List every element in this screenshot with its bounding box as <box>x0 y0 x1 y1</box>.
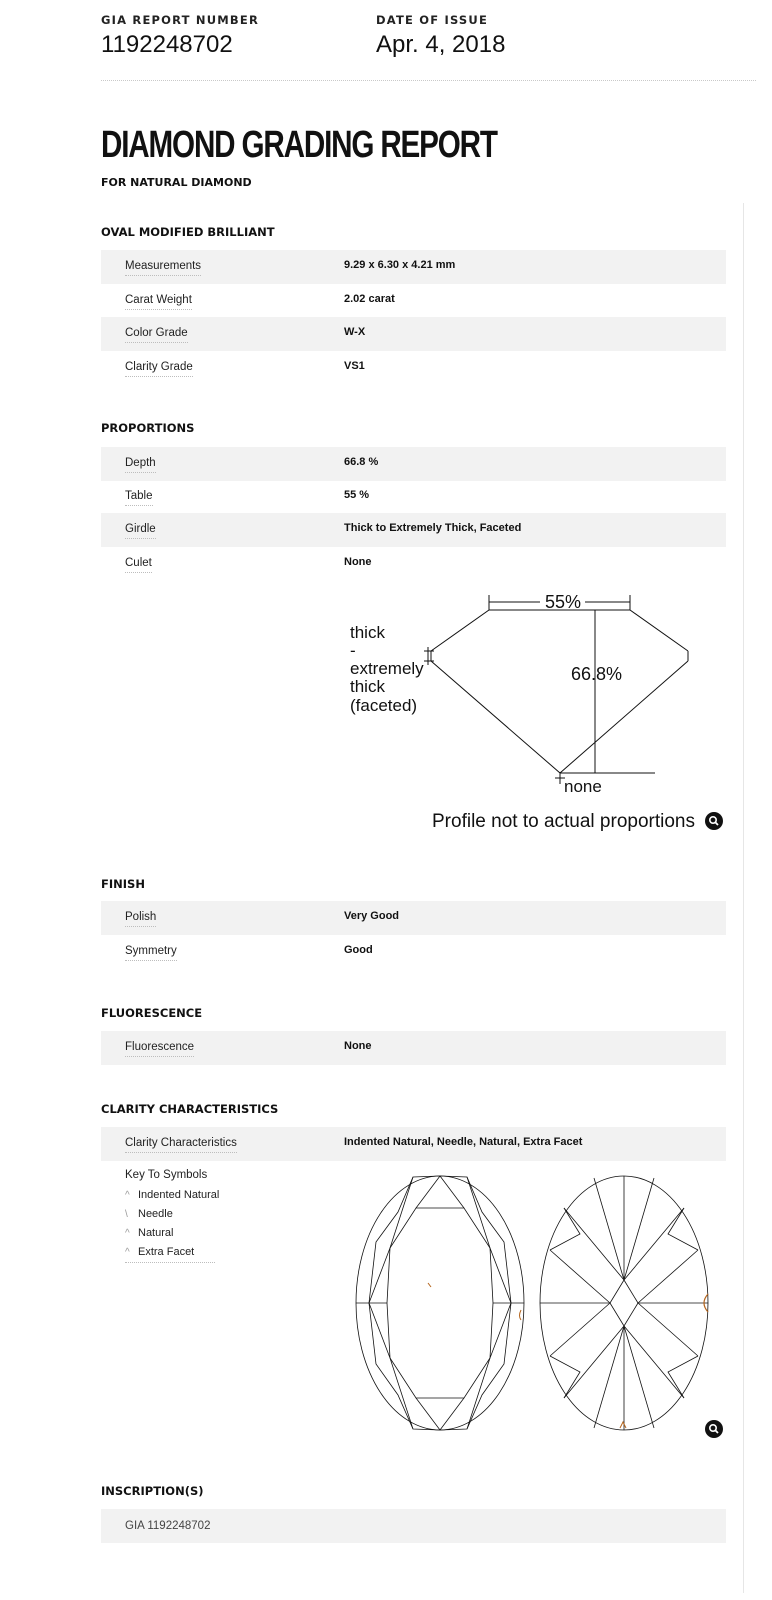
inscription-title: INSCRIPTION(S) <box>101 1484 204 1498</box>
table-percent-text: 55% <box>545 592 582 612</box>
polish-row <box>101 901 726 935</box>
symmetry-label[interactable]: Symmetry <box>125 945 177 961</box>
culet-value: None <box>344 556 372 568</box>
measurements-value: 9.29 x 6.30 x 4.21 mm <box>344 259 456 271</box>
needle-marker <box>428 1283 431 1287</box>
carat-weight-value: 2.02 carat <box>344 293 395 305</box>
report-number-label: GIA REPORT NUMBER <box>101 13 260 27</box>
key-item: ^ Natural <box>125 1227 174 1239</box>
culet-text: none <box>564 777 602 796</box>
clarity-grade-row <box>101 351 726 385</box>
fluorescence-value: None <box>344 1040 372 1052</box>
girdle-value: Thick to Extremely Thick, Faceted <box>344 522 522 534</box>
depth-value: 66.8 % <box>344 456 379 468</box>
zoom-icon[interactable] <box>705 812 723 830</box>
fluorescence-row <box>101 1031 726 1065</box>
proportions-diagram <box>340 585 700 805</box>
symmetry-row <box>101 935 726 969</box>
proportions-title: PROPORTIONS <box>101 421 195 435</box>
report-subtitle: FOR NATURAL DIAMOND <box>101 176 252 189</box>
table-value: 55 % <box>344 489 370 501</box>
indented-natural-symbol-icon: ^ <box>125 1190 130 1201</box>
color-grade-row <box>101 317 726 351</box>
report-title: DIAMOND GRADING REPORT <box>101 124 497 166</box>
fluorescence-label[interactable]: Fluorescence <box>125 1041 194 1057</box>
key-item: \ Needle <box>125 1208 173 1220</box>
measurements-label[interactable]: Measurements <box>125 260 201 276</box>
culet-label[interactable]: Culet <box>125 557 152 573</box>
fluorescence-title: FLUORESCENCE <box>101 1006 203 1020</box>
clarity-characteristics-row <box>101 1127 726 1161</box>
date-label: DATE OF ISSUE <box>376 13 489 27</box>
key-item: ^ Extra Facet <box>125 1246 195 1258</box>
symmetry-value: Good <box>344 944 373 956</box>
girdle-label[interactable]: Girdle <box>125 523 156 539</box>
girdle-text-2: - <box>350 641 356 660</box>
girdle-text-5: (faceted) <box>350 696 418 715</box>
natural-marker <box>520 1310 522 1320</box>
color-grade-label[interactable]: Color Grade <box>125 327 188 343</box>
clarity-characteristics-value: Indented Natural, Needle, Natural, Extra Facet <box>344 1136 583 1148</box>
header-divider <box>101 80 756 81</box>
culet-row <box>101 547 726 581</box>
clarity-plot-diagram <box>350 1170 720 1435</box>
key-item: ^ Indented Natural <box>125 1189 220 1201</box>
shape-section-title: OVAL MODIFIED BRILLIANT <box>101 225 275 239</box>
girdle-row <box>101 513 726 547</box>
table-row <box>101 480 726 514</box>
girdle-text-1: thick <box>350 623 385 642</box>
crown-facets-outer <box>369 1176 511 1430</box>
report-number: 1192248702 <box>101 31 233 58</box>
profile-note: Profile not to actual proportions <box>432 811 695 832</box>
measurements-row <box>101 250 726 284</box>
finish-title: FINISH <box>101 877 145 891</box>
inscription-row <box>101 1509 726 1543</box>
clarity-characteristics-label[interactable]: Clarity Characteristics <box>125 1137 237 1153</box>
color-grade-value: W-X <box>344 326 366 338</box>
zoom-icon[interactable] <box>705 1420 723 1438</box>
crown-table <box>387 1208 493 1398</box>
key-divider <box>125 1262 215 1263</box>
depth-label[interactable]: Depth <box>125 457 156 473</box>
extra-facet-symbol-icon: ^ <box>125 1247 130 1258</box>
clarity-grade-label[interactable]: Clarity Grade <box>125 361 193 377</box>
key-to-symbols-title: Key To Symbols <box>125 1169 208 1181</box>
clarity-grade-value: VS1 <box>344 360 365 372</box>
issue-date: Apr. 4, 2018 <box>376 31 506 58</box>
needle-symbol-icon: \ <box>125 1209 128 1220</box>
polish-value: Very Good <box>344 910 400 922</box>
right-divider <box>743 203 744 1593</box>
extra-facet-marker <box>620 1422 626 1428</box>
girdle-text-3: extremely <box>350 659 424 678</box>
carat-weight-label[interactable]: Carat Weight <box>125 294 192 310</box>
carat-weight-row <box>101 284 726 318</box>
clarity-title: CLARITY CHARACTERISTICS <box>101 1102 279 1116</box>
inscription-value: GIA 1192248702 <box>125 1520 211 1532</box>
depth-percent-text: 66.8% <box>571 664 623 684</box>
table-label[interactable]: Table <box>125 490 153 506</box>
natural-symbol-icon: ^ <box>125 1228 130 1239</box>
depth-row <box>101 447 726 481</box>
polish-label[interactable]: Polish <box>125 911 156 927</box>
girdle-text-4: thick <box>350 677 385 696</box>
